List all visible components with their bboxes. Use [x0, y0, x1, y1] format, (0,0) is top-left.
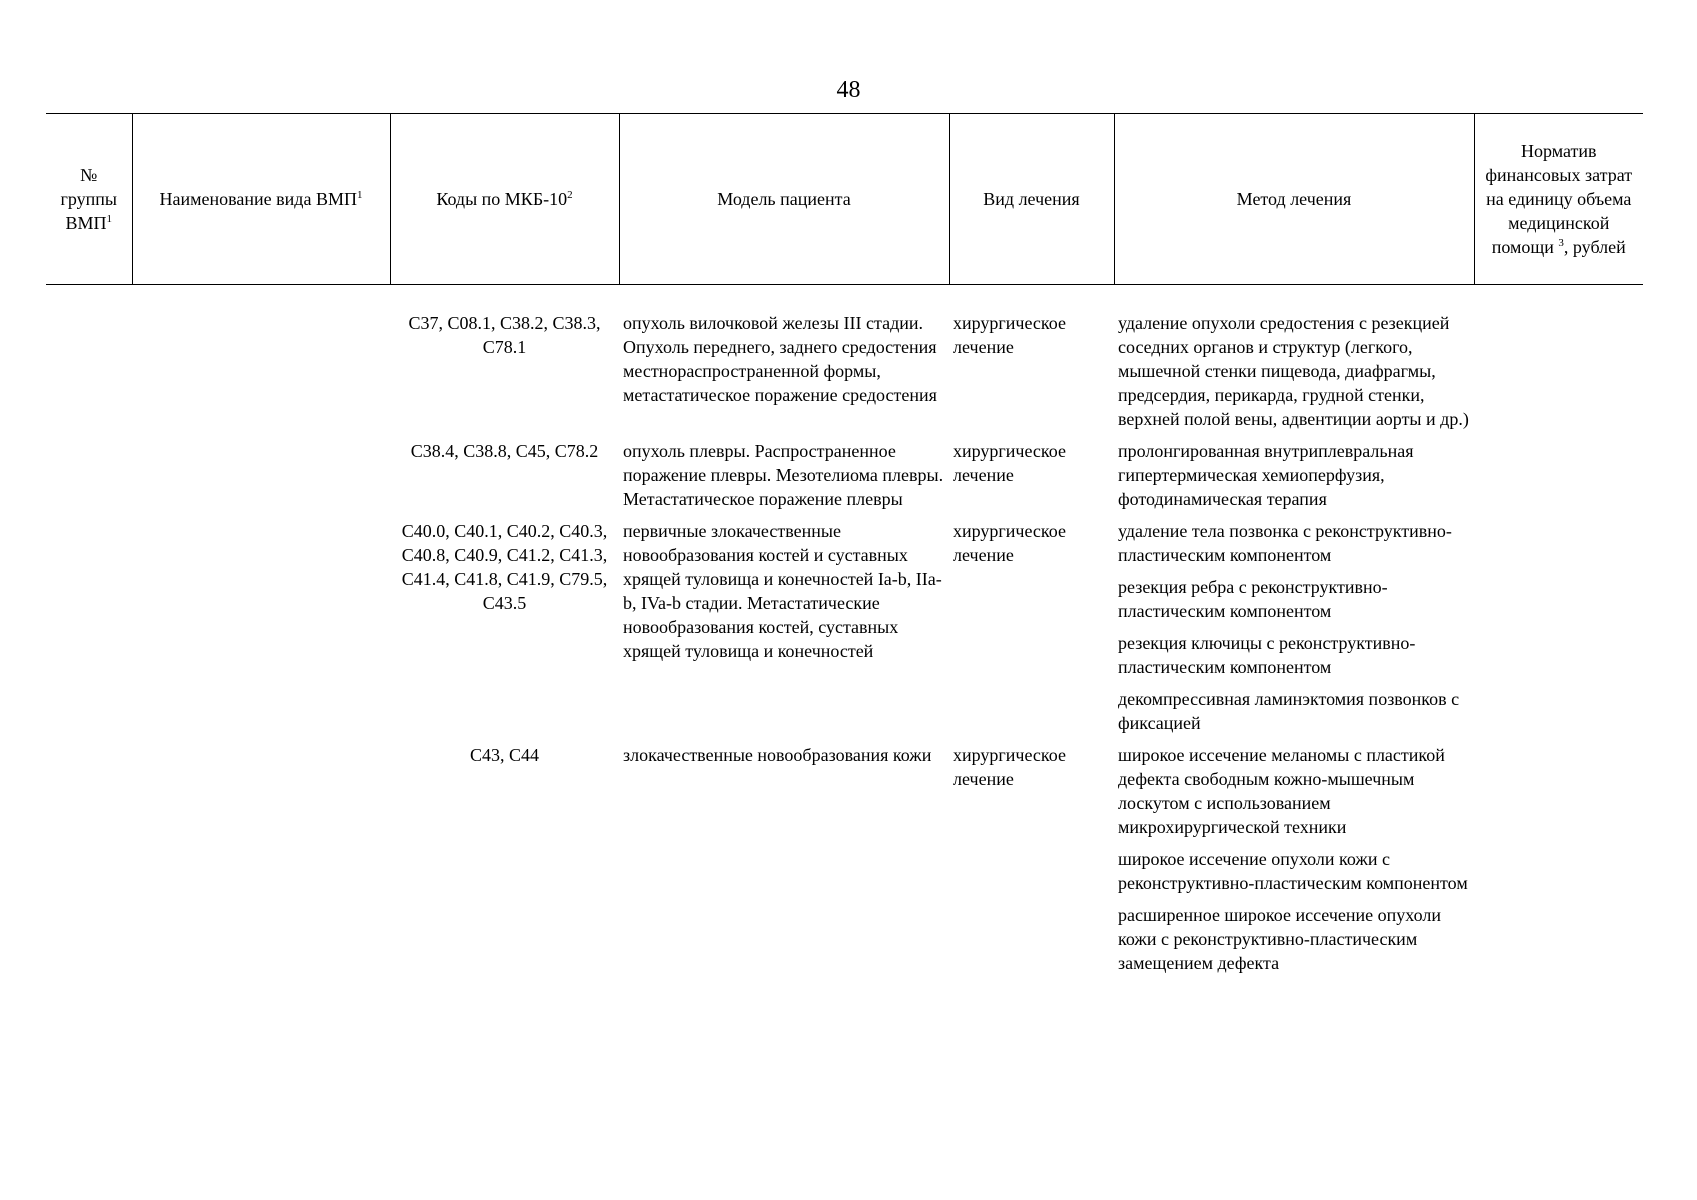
treatment-cell: хирургическое лечение [953, 441, 1066, 485]
header-model: Модель пациента [619, 114, 949, 285]
model-cell: опухоль вилочковой железы III стадии. Опухоль переднего, заднего средостения местнораспространенной формы, метастатическое поражение средостения [623, 313, 937, 405]
table-row [46, 285, 1643, 440]
codes-cell: C38.4, C38.8, C45, C78.2 [410, 441, 599, 461]
header-codes: Коды по МКБ-$10^2$ [390, 114, 619, 285]
header-norm: Норматив финансовых затрат на единицу объема медицинской помощи $^3$, рублей [1474, 114, 1643, 285]
method-item: широкое иссечение опухоли кожи с реконструктивно-пластическим компонентом [1118, 849, 1468, 893]
method-cell [1114, 519, 1474, 743]
table-row [46, 743, 1643, 983]
model-cell: злокачественные новообразования кожи [623, 745, 932, 765]
treatment-cell: хирургическое лечение [953, 313, 1066, 357]
method-item: резекция ребра с реконструктивно-пластическим компонентом [1118, 577, 1388, 621]
method-item: пролонгированная внутриплевральная гипертермическая хемиоперфузия, фотодинамическая терапия [1118, 441, 1414, 509]
vmp-table [46, 113, 1643, 983]
method-item: декомпрессивная ламинэктомия позвонков с фиксацией [1118, 689, 1460, 733]
method-item: удаление опухоли средостения с резекцией соседних органов и структур (легкого, мышечной стенки пищевода, диафрагмы, предсердия, перикарда, грудной стенки, верхней полой вены, адвентиции аорты и др.) [1118, 313, 1469, 429]
method-item: удаление тела позвонка с реконструктивно-пластическим компонентом [1118, 521, 1452, 565]
table-row [46, 439, 1643, 519]
method-item: расширенное широкое иссечение опухоли кожи с реконструктивно-пластическим замещением дефекта [1118, 905, 1441, 973]
header-treatment: Вид лечения [949, 114, 1114, 285]
header-method: Метод лечения [1114, 114, 1474, 285]
codes-cell: C43, C44 [469, 745, 539, 765]
table-header-row [46, 114, 1643, 285]
method-item: резекция ключицы с реконструктивно-пластическим компонентом [1118, 633, 1416, 677]
page-number: 48 [836, 77, 861, 103]
table-row [46, 519, 1643, 743]
method-cell [1114, 285, 1474, 440]
model-cell: опухоль плевры. Распространенное поражение плевры. Мезотелиома плевры. Метастатическое поражение плевры [623, 441, 944, 509]
treatment-cell: хирургическое лечение [953, 745, 1066, 789]
model-cell: первичные злокачественные новообразования костей и суставных хрящей туловища и конечностей Ia-b, IIa-b, IVa-b стадии. Метастатические новообразования костей, суставных хрящей туловища и конечностей [623, 521, 942, 661]
codes-cell: C40.0, C40.1, C40.2, C40.3, C40.8, C40.9, C41.2, C41.3, C41.4, C41.8, C41.9, C79.5, C43.5 [401, 521, 608, 613]
method-item: широкое иссечение меланомы с пластикой дефекта свободным кожно-мышечным лоскутом с использованием микрохирургической техники [1118, 745, 1445, 837]
treatment-cell: хирургическое лечение [953, 521, 1066, 565]
method-cell [1114, 439, 1474, 519]
method-cell [1114, 743, 1474, 983]
header-group: № группы ВМП$^1$ [46, 114, 132, 285]
codes-cell: C37, C08.1, C38.2, C38.3, C78.1 [408, 313, 601, 357]
header-name: Наименование вида ВМП$^1$ [132, 114, 390, 285]
